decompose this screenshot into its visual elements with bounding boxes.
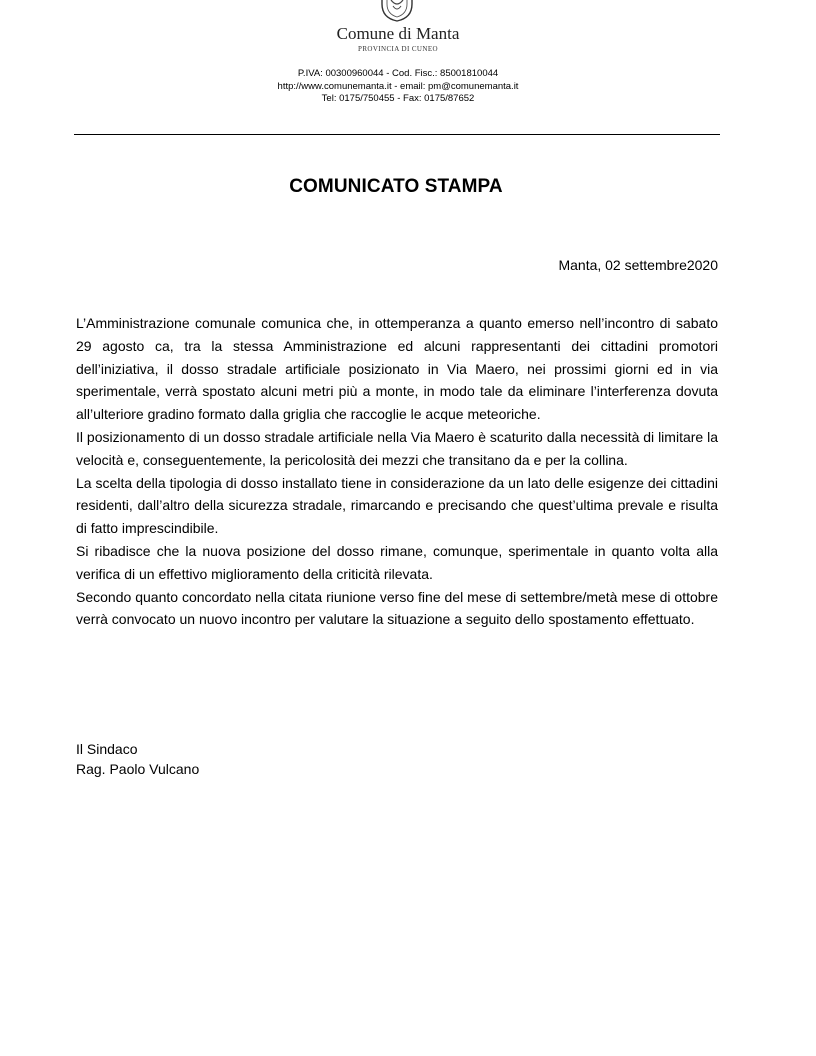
organization-subtitle: PROVINCIA DI CUNEO	[358, 45, 438, 53]
signature-name: Rag. Paolo Vulcano	[76, 761, 200, 777]
phone-fax-line: Tel: 0175/750455 - Fax: 0175/87652	[321, 93, 475, 104]
body-paragraph: L’Amministrazione comunale comunica che, in ottemperanza a quanto emerso nell’incontro di sabato 29 agosto ca, tra la stessa Amministrazione ed alcuni rappresentanti dei cittadini promotori dell’iniziativa, il dosso stradale artificiale posizionato in Via Maero, nei prossimi giorni ed in via sperimentale, verrà spostato alcuni metri più a monte, in modo tale da eliminare l’interferenza dovuta all’ulteriore gradino formato dalla griglia che raccoglie le acque meteoriche.	[76, 315, 718, 423]
municipal-coat-of-arms-icon	[378, 0, 416, 22]
header-divider	[74, 134, 720, 135]
signature-role: Il Sindaco	[76, 741, 138, 757]
body-paragraph: La scelta della tipologia di dosso installato tiene in considerazione da un lato delle esigenze dei cittadini residenti, dall’altro della sicurezza stradale, rimarcando e precisando che quest’ultima prevale e risulta di fatto imprescindibile.	[76, 474, 718, 537]
document-date: Manta, 02 settembre2020	[558, 257, 718, 273]
body-paragraph: Secondo quanto concordato nella citata riunione verso fine del mese di settembre/metà mese di ottobre verrà convocato un nuovo incontro per valutare la situazione a seguito dello spostamento effettuato.	[76, 588, 718, 628]
press-release-body	[76, 312, 718, 631]
document-title: COMUNICATO STAMPA	[289, 176, 503, 197]
body-paragraph: Il posizionamento di un dosso stradale artificiale nella Via Maero è scaturito dalla necessità di limitare la velocità e, conseguentemente, la pericolosità dei mezzi che transitano da e per la collina.	[76, 428, 718, 468]
web-email-line: http://www.comunemanta.it - email: pm@comunemanta.it	[277, 80, 519, 92]
contact-block	[0, 68, 796, 106]
signature-block	[76, 739, 199, 779]
vat-line: P.IVA: 00300960044 - Cod. Fisc.: 85001810044	[297, 68, 499, 79]
organization-name: Comune di Manta	[336, 24, 460, 43]
body-paragraph: Si ribadisce che la nuova posizione del dosso rimane, comunque, sperimentale in quanto volta alla verifica di un effettivo miglioramento della criticità rilevata.	[76, 542, 718, 582]
